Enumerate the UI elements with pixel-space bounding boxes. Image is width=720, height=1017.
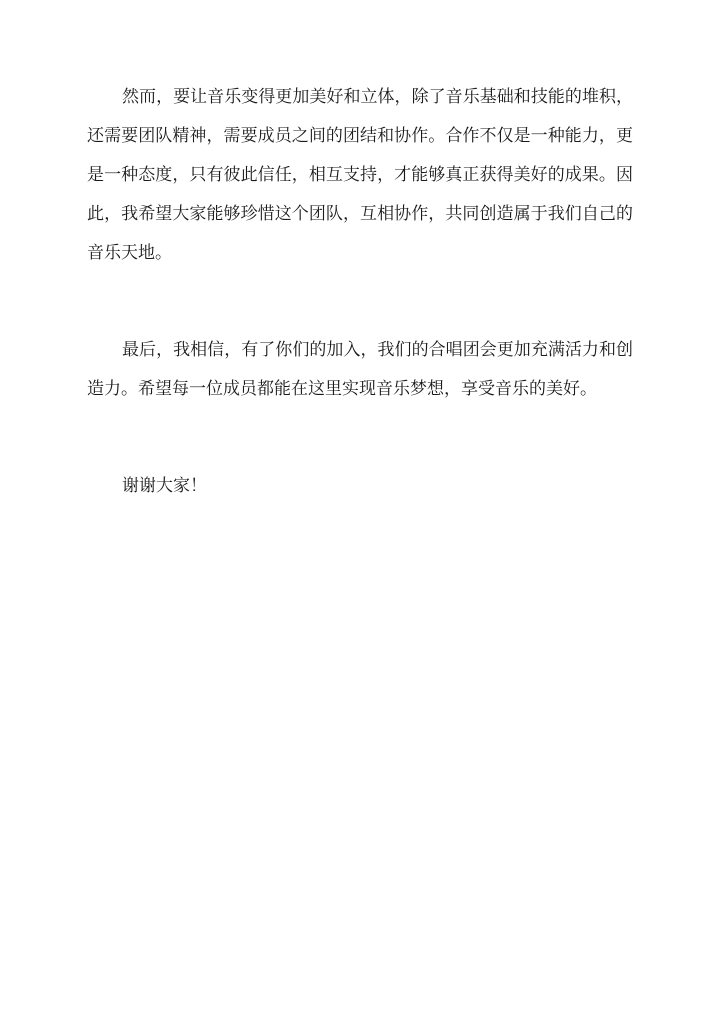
document-body [87,78,633,506]
paragraph-closing-hopes: 最后，我相信，有了你们的加入，我们的合唱团会更加充满活力和创造力。希望每一位成员都能在这里实现音乐梦想，享受音乐的美好。 [87,340,633,399]
paragraph-thanks: 谢谢大家！ [122,476,207,496]
paragraph-teamwork: 然而，要让音乐变得更加美好和立体，除了音乐基础和技能的堆积，还需要团队精神，需要成员之间的团结和协作。合作不仅是一种能力，更是一种态度，只有彼此信任，相互支持，才能够真正获得美好的成果。因此，我希望大家能够珍惜这个团队，互相协作，共同创造属于我们自己的音乐天地。 [87,87,633,263]
